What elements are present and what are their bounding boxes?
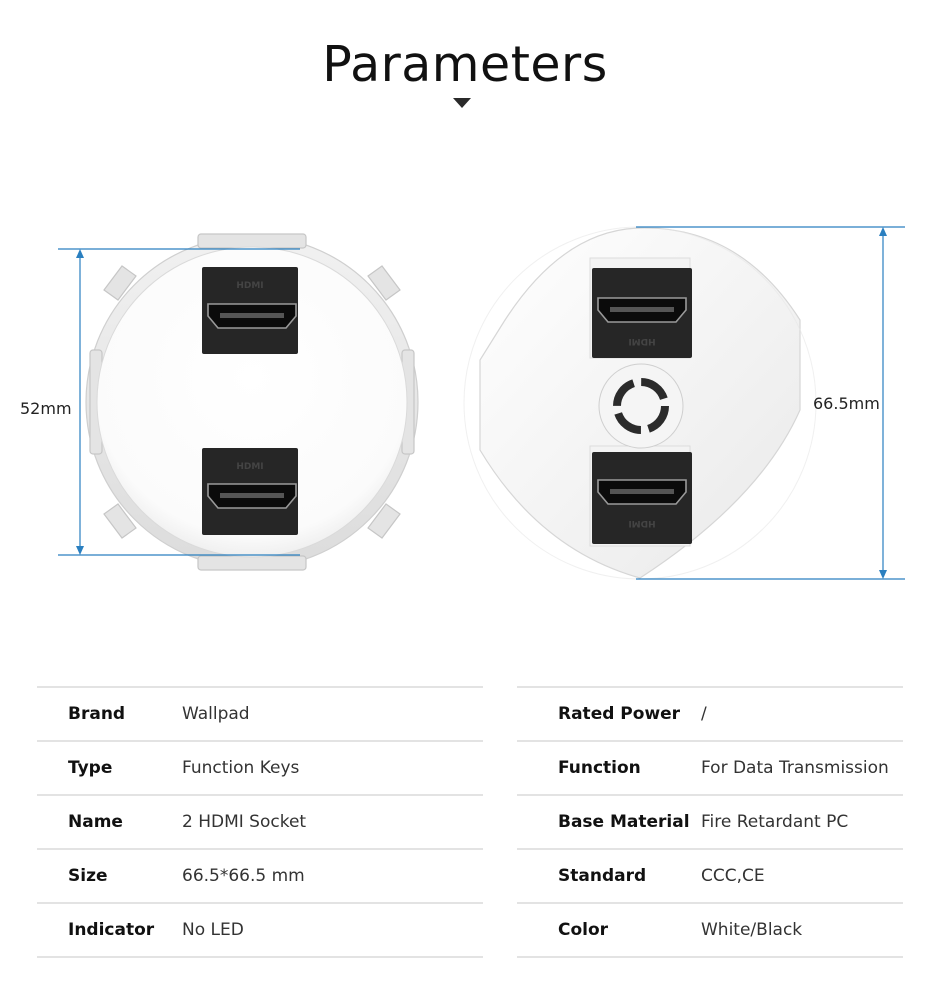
center-clip	[599, 364, 683, 448]
spec-value: White/Black	[701, 920, 803, 940]
spec-value: 2 HDMI Socket	[182, 812, 307, 832]
hdmi-port-icon	[592, 268, 692, 358]
spec-label: Indicator	[68, 920, 155, 940]
spec-label: Function	[558, 758, 641, 778]
spec-value: Wallpad	[182, 704, 250, 724]
spec-value: No LED	[182, 920, 244, 940]
spec-label: Standard	[558, 866, 647, 886]
dimension-label-front: 52mm	[20, 399, 72, 418]
spec-row-function	[517, 740, 903, 794]
spec-label: Color	[558, 920, 609, 940]
spec-label: Type	[68, 758, 113, 778]
spec-label: Name	[68, 812, 123, 832]
page-title: Parameters	[322, 36, 608, 93]
spec-value: CCC,CE	[701, 866, 765, 886]
spec-label: Base Material	[558, 812, 690, 832]
spec-value: Fire Retardant PC	[701, 812, 849, 832]
spec-label: Brand	[68, 704, 126, 724]
spec-row-indicator	[37, 902, 483, 958]
product-illustration	[0, 200, 930, 600]
spec-label: Size	[68, 866, 108, 886]
hdmi-port-icon	[202, 267, 298, 354]
spec-value: /	[701, 704, 707, 724]
spec-table-right	[517, 686, 903, 958]
spec-row-standard	[517, 848, 903, 902]
front-view	[58, 234, 418, 570]
spec-value: For Data Transmission	[701, 758, 889, 778]
spec-row-type	[37, 740, 483, 794]
spec-label: Rated Power	[558, 704, 681, 724]
spec-table-left	[37, 686, 483, 958]
svg-text:HDMI: HDMI	[628, 518, 656, 528]
spec-row-size	[37, 848, 483, 902]
svg-text:HDMI: HDMI	[236, 281, 264, 291]
spec-row-rated-power	[517, 686, 903, 740]
dimension-label-back: 66.5mm	[813, 394, 880, 413]
svg-text:HDMI: HDMI	[628, 336, 656, 346]
spec-row-color	[517, 902, 903, 958]
spec-value: Function Keys	[182, 758, 300, 778]
spec-row-name	[37, 794, 483, 848]
svg-text:HDMI: HDMI	[236, 462, 264, 472]
hdmi-port-icon	[202, 448, 298, 535]
spec-row-brand	[37, 686, 483, 740]
hdmi-port-icon	[592, 452, 692, 544]
spec-value: 66.5*66.5 mm	[182, 866, 305, 886]
product-figure	[0, 200, 930, 600]
caret-down-icon	[453, 98, 471, 108]
spec-row-base-material	[517, 794, 903, 848]
